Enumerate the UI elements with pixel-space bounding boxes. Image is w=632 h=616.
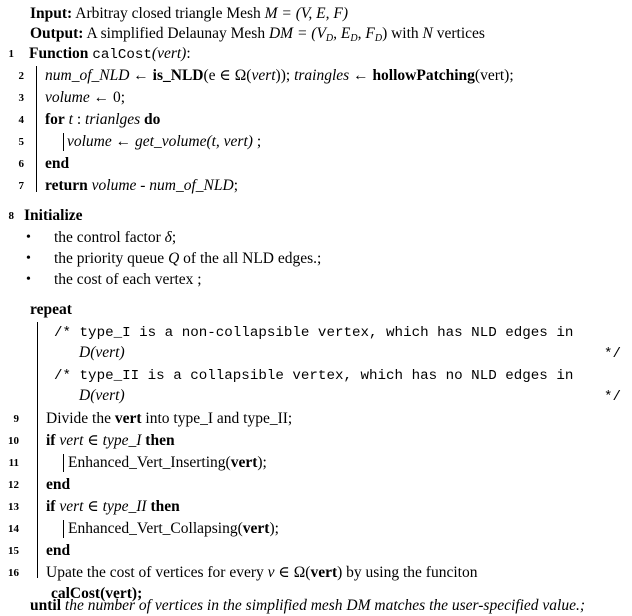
text: (vert); xyxy=(474,67,514,84)
init-tail: of the all NLD edges.; xyxy=(179,250,322,267)
init-item xyxy=(0,228,632,248)
text: Enhanced_Vert_Inserting( xyxy=(68,454,231,471)
algo-line-12 xyxy=(0,475,632,495)
line-number: 4 xyxy=(18,114,24,126)
text: Divide the xyxy=(46,410,115,427)
input-text: Arbitray closed triangle Mesh xyxy=(75,5,265,22)
until-line xyxy=(30,596,632,616)
subscript: D xyxy=(350,33,358,44)
function-name: calCost xyxy=(92,47,152,63)
algo-line-14 xyxy=(0,519,632,539)
var-vert: vert xyxy=(242,520,270,537)
bullet-icon: • xyxy=(26,230,31,245)
init-math: Q xyxy=(168,250,180,267)
bullet-icon: • xyxy=(26,251,31,266)
init-text: the cost of each vertex ; xyxy=(54,271,202,288)
input-line xyxy=(30,4,348,24)
subscript: D xyxy=(325,33,334,44)
var-vert: vert xyxy=(114,410,142,427)
keyword-if: if xyxy=(46,432,56,449)
init-item xyxy=(0,270,632,290)
algo-line-3 xyxy=(0,88,632,108)
keyword-then: then xyxy=(146,498,180,515)
comment-end-text: */ xyxy=(604,346,622,362)
algo-line-8 xyxy=(0,206,632,226)
stmt-get-volume: volume ← get_volume(t, vert) xyxy=(67,133,253,150)
text: ; xyxy=(233,177,239,194)
text: ) by using the funciton xyxy=(337,564,478,581)
line-number: 8 xyxy=(8,210,14,222)
keyword-function: Function xyxy=(29,45,89,62)
comment-text: /* type_I is a non-collapsible vertex, which has NLD edges in xyxy=(54,325,574,341)
algo-line-16 xyxy=(0,563,632,583)
assign-arrow: ← xyxy=(129,67,153,84)
keyword-repeat-text: repeat xyxy=(30,301,72,318)
line-number: 12 xyxy=(8,479,19,491)
var-trianlges: trianlges xyxy=(85,111,141,128)
line-number: 6 xyxy=(18,158,24,170)
text: ∈ Ω( xyxy=(274,564,311,581)
init-math: δ xyxy=(164,229,172,246)
keyword-if: if xyxy=(46,498,56,515)
var-vert: vert xyxy=(310,564,338,581)
keyword-for: for xyxy=(45,111,65,128)
algo-line-11 xyxy=(0,453,632,473)
var-vert: vert xyxy=(230,454,258,471)
line-number: 2 xyxy=(18,70,24,82)
output-text: A simplified Delaunay Mesh xyxy=(86,25,269,42)
init-text: the priority queue xyxy=(54,250,169,267)
line-number: 7 xyxy=(18,180,24,192)
line-number: 14 xyxy=(8,523,19,535)
text: Upate the cost of vertices for every xyxy=(46,564,268,581)
var-t: t xyxy=(64,111,73,128)
algo-line-2 xyxy=(0,66,632,86)
output-math: , E xyxy=(333,25,351,42)
fn-hollow-patching: hollowPatching xyxy=(372,67,475,84)
text: into type_I and type_II; xyxy=(141,410,293,427)
init-text: the control factor xyxy=(54,229,165,246)
var-v: v xyxy=(267,564,275,581)
output-label: Output: xyxy=(30,25,84,42)
until-condition: the number of vertices in the simplified mesh DM matches the user-specified value.; xyxy=(61,597,585,614)
text: (e ∈ Ω( xyxy=(203,67,252,84)
keyword-end: end xyxy=(46,542,71,559)
comment-math: D(vert) xyxy=(79,344,125,361)
function-args: (vert) xyxy=(151,45,187,62)
line-number: 9 xyxy=(13,413,19,425)
text: ← 0; xyxy=(89,89,126,106)
algo-line-15 xyxy=(0,541,632,561)
keyword-do: do xyxy=(140,111,161,128)
keyword-end: end xyxy=(45,155,70,172)
bullet-icon: • xyxy=(26,272,31,287)
output-math: DM = (V xyxy=(268,25,326,42)
output-math: ) xyxy=(382,25,388,42)
algo-line-7 xyxy=(0,176,632,196)
line-number: 10 xyxy=(8,435,19,447)
assign-arrow: ← xyxy=(349,67,373,84)
comment-math: D(vert) xyxy=(79,387,125,404)
text: Enhanced_Vert_Collapsing( xyxy=(68,520,243,537)
keyword-until: until xyxy=(30,597,62,614)
algo-line-9 xyxy=(0,409,632,429)
text: ); xyxy=(269,520,279,537)
text: ); xyxy=(257,454,267,471)
subscript: D xyxy=(374,33,383,44)
text: )); xyxy=(275,67,295,84)
line-number: 16 xyxy=(8,567,19,579)
return-expr: volume - num_of_NLD xyxy=(87,177,234,194)
algo-line-1 xyxy=(0,44,632,64)
init-item xyxy=(0,249,632,269)
fn-calcost-call: calCost(vert); xyxy=(51,585,143,602)
init-tail: ; xyxy=(171,229,177,246)
text: : xyxy=(72,111,86,128)
algo-line-6 xyxy=(0,154,632,174)
comment-type-i-cont xyxy=(79,343,125,363)
text: ; xyxy=(252,133,262,150)
output-math: , F xyxy=(357,25,375,42)
comment-text: /* type_II is a collapsible vertex, which has no NLD edges in xyxy=(54,368,574,384)
fn-is-nld: is_NLD xyxy=(152,67,204,84)
algo-line-4 xyxy=(0,110,632,130)
comment-type-ii xyxy=(54,365,573,385)
var-num-of-nld: num_of_NLD xyxy=(45,67,130,84)
output-math: N xyxy=(422,25,433,42)
keyword-then: then xyxy=(141,432,175,449)
var-volume: volume xyxy=(45,89,90,106)
comment-type-ii-cont xyxy=(79,386,125,406)
comment-end xyxy=(604,343,621,363)
var-traingles: traingles xyxy=(294,67,350,84)
input-label: Input: xyxy=(30,5,73,22)
line-number: 11 xyxy=(8,457,19,469)
keyword-return: return xyxy=(45,177,88,194)
comment-end-text: */ xyxy=(604,389,622,405)
comment-end xyxy=(604,386,621,406)
output-text: with xyxy=(387,25,423,42)
algo-line-10 xyxy=(0,431,632,451)
output-line xyxy=(30,24,485,44)
keyword-initialize: Initialize xyxy=(24,207,83,224)
comment-type-i xyxy=(54,322,573,342)
input-math: M = (V, E, F) xyxy=(264,5,348,22)
colon: : xyxy=(186,45,191,62)
line-number: 15 xyxy=(8,545,19,557)
line-number: 5 xyxy=(18,136,24,148)
var-vert: vert xyxy=(251,67,276,84)
line-number: 1 xyxy=(8,48,14,60)
line-number: 3 xyxy=(18,92,24,104)
keyword-repeat xyxy=(30,300,72,320)
algo-line-13 xyxy=(0,497,632,517)
output-text: vertices xyxy=(432,25,485,42)
condition: vert ∈ type_I xyxy=(55,432,142,449)
algo-line-5 xyxy=(0,132,632,152)
condition: vert ∈ type_II xyxy=(55,498,147,515)
line-number: 13 xyxy=(8,501,19,513)
keyword-end: end xyxy=(46,476,71,493)
